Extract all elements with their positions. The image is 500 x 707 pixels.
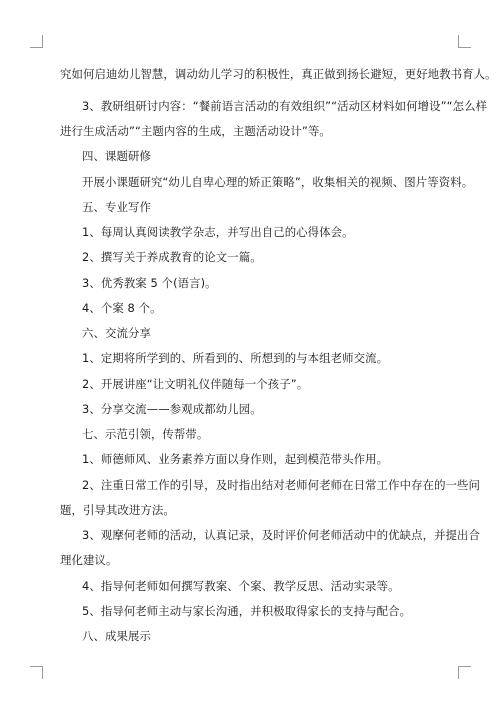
crop-mark-bottom-right [458,666,471,679]
list-item: 1、定期将所学到的、所看到的、所想到的与本组老师交流。 [82,351,389,365]
section-heading: 八、成果展示 [82,629,151,643]
list-item: 2、撰写关于养成教育的论文一篇。 [82,250,262,264]
paragraph-continuation: 究如何启迪幼儿智慧，调动幼儿学习的积极性，真正做到扬长避短，更好地教书育人。 [60,67,497,81]
list-item: 3、观摩何老师的活动，认真记录，及时评价何老师活动中的优缺点，并提出合 [82,528,481,542]
list-item-continuation: 题，引导其改进方法。 [60,503,175,517]
list-item-continuation: 理化建议。 [60,553,118,567]
section-heading: 六、交流分享 [82,326,151,340]
list-item: 4、指导何老师如何撰写教案、个案、教学反思、活动实录等。 [82,579,400,593]
section-heading: 五、专业写作 [82,200,151,214]
paragraph-line: 开展小课题研究“幼儿自卑心理的矫正策略”，收集相关的视频、图片等资料。 [82,175,474,189]
list-item: 4、个案 8 个。 [82,301,162,315]
paragraph-line: 进行生成活动”“主题内容的生成，主题活动设计”等。 [60,124,331,138]
crop-mark-bottom-left [30,666,43,679]
list-item: 2、注重日常工作的引导，及时指出结对老师何老师在日常工作中存在的一些问 [82,478,481,492]
list-item: 3、优秀教案 5 个(语言)。 [82,276,217,290]
crop-mark-top-left [30,35,43,48]
list-item: 5、指导何老师主动与家长沟通，并积极取得家长的支持与配合。 [82,604,412,618]
section-heading: 四、课题研修 [82,149,151,163]
crop-mark-top-right [458,35,471,48]
list-item: 2、开展讲座“让文明礼仪伴随每一个孩子”。 [82,377,309,391]
paragraph-line: 3、教研组研讨内容：“餐前语言活动的有效组织”“活动区材料如何增设”“怎么样 [82,99,488,113]
list-item: 1、师德师风、业务素养方面以身作则，起到模范带头作用。 [82,452,389,466]
list-item: 3、分享交流——参观成都幼儿园。 [82,402,262,416]
section-heading: 七、示范引领，传帮带。 [82,427,209,441]
list-item: 1、每周认真阅读教学杂志，并写出自己的心得体会。 [82,225,354,239]
